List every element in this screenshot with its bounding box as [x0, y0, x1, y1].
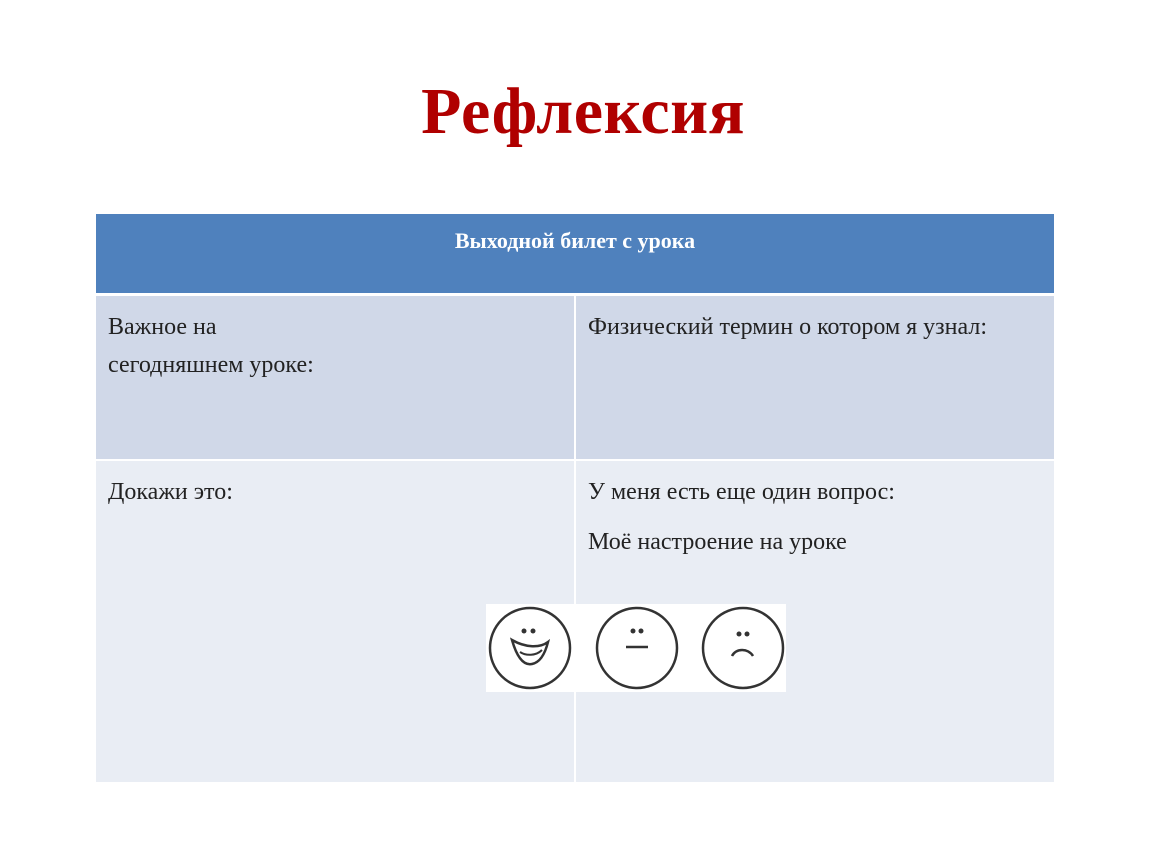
cell-text: Моё настроение на уроке: [588, 529, 847, 555]
table-header-row: [96, 214, 1054, 294]
cell-text: У меня есть еще один вопрос:: [588, 479, 895, 505]
sad-face-icon: [703, 608, 783, 688]
mood-faces: [486, 604, 786, 692]
cell-text: Физический термин о котором я узнал:: [588, 313, 987, 340]
table-row: [96, 294, 1054, 460]
table-cell-important: [96, 294, 575, 460]
mood-faces-svg: [486, 604, 786, 692]
table-header: Выходной билет с урока: [96, 214, 1054, 294]
cell-text: сегодняшнем уроке:: [108, 351, 314, 378]
slide-title: Рефлексия: [421, 75, 745, 148]
neutral-face-icon: [597, 608, 677, 688]
cell-text: Важное на: [108, 313, 217, 340]
exit-ticket-table: [96, 214, 1054, 782]
exit-ticket-table-wrap: [96, 214, 1054, 785]
cell-text: Докажи это:: [108, 479, 233, 505]
happy-face-icon: [490, 608, 570, 688]
table-cell-term: [575, 294, 1054, 460]
